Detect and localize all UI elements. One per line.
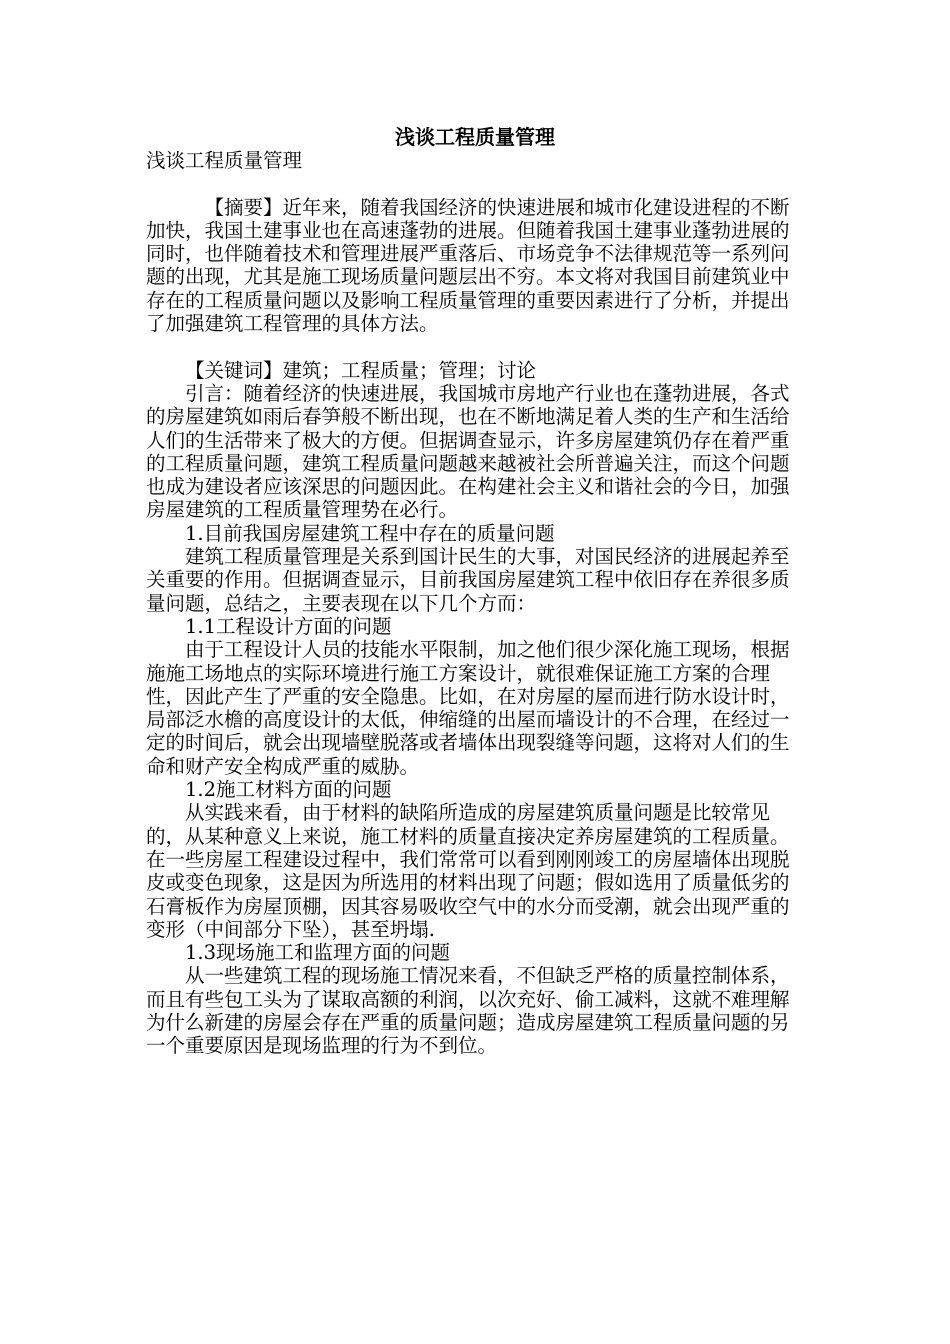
section-1-1-paragraph: 由于工程设计人员的技能水平限制，加之他们很少深化施工现场，根据施施工场地点的实际环境进行施工方案设计，就很难保证施工方案的合理性，因此产生了严重的安全隐患。比如，在对房屋的屋而进行防水设计时，局部泛水檐的高度设计的太低，伸缩缝的出屋而墙设计的不合理，在经过一定的时间后，就会出现墙壁脱落或者墙体出现裂缝等问题，这将对人们的生命和财产安全构成严重的威胁。 (146, 638, 790, 778)
spacer (146, 335, 806, 358)
spacer (146, 172, 806, 195)
document-subtitle: 浅谈工程质量管理 (146, 149, 303, 172)
section-1-1-heading: 1.1工程设计方面的问题 (185, 614, 392, 638)
section-1-3-paragraph: 从一些建筑工程的现场施工情况来看，不但缺乏严格的质量控制体系，而且有些包工头为了谋取高额的利润，以次充好、偷工减料，这就不难理解为什么新建的房屋会存在严重的质量问题；造成房屋建筑工程质量问题的另一个重要原因是现场监理的行为不到位。 (146, 964, 790, 1058)
document-body (146, 149, 806, 1058)
keywords-line: 【关键词】建筑；工程质量；管理；讨论 (185, 358, 537, 382)
intro-paragraph: 引言：随着经济的快速进展，我国城市房地产行业也在蓬勃进展，各式的房屋建筑如雨后春笋般不断出现，也在不断地满足着人类的生产和生活给人们的生活带来了极大的方便。但据调查显示，许多房屋建筑仍存在着严重的工程质量问题，建筑工程质量问题越来越被社会所普遍关注，而这个问题也成为建设者应该深思的问题因此。在构建社会主义和谐社会的今日，加强房屋建筑的工程质量管理势在必行。 (146, 381, 790, 522)
section-1-paragraph: 建筑工程质量管理是关系到国计民生的大事，对国民经济的进展起养至关重要的作用。但据调查显示，目前我国房屋建筑工程中依旧存在养很多质量问题，总结之，主要表现在以下几个方而： (146, 545, 790, 615)
section-1-3-heading: 1.3现场施工和监理方面的问题 (185, 941, 451, 965)
document-title: 浅谈工程质量管理 (395, 125, 555, 149)
section-1-2-heading: 1.2施工材料方面的问题 (185, 778, 392, 802)
section-1-2-paragraph: 从实践来看，由于材料的缺陷所造成的房屋建筑质量问题是比较常见的，从某种意义上来说，施工材料的质量直接决定养房屋建筑的工程质量。在一些房屋工程建设过程中，我们常常可以看到刚刚竣工的房屋墙体出现脱皮或变色现象，这是因为所选用的材料出现了问题；假如选用了质量低劣的石膏板作为房屋顶棚，因其容易吸收空气中的水分而受潮，就会出现严重的变形（中间部分下坠），甚至坍塌. (146, 801, 790, 941)
section-1-heading: 1.目前我国房屋建筑工程中存在的质量问题 (185, 521, 555, 545)
abstract-paragraph: 【摘要】近年来，随着我国经济的快速进展和城市化建设进程的不断加快，我国土建事业也在高速蓬勃的进展。但随着我国土建事业蓬勃进展的同时，也伴随着技术和管理进展严重落后、市场竞争不法律规范等一系列问题的出现，尤其是施工现场质量问题层出不穷。本文将对我国目前建筑业中存在的工程质量问题以及影响工程质量管理的重要因素进行了分析，并提出了加强建筑工程管理的具体方法。 (146, 195, 790, 336)
